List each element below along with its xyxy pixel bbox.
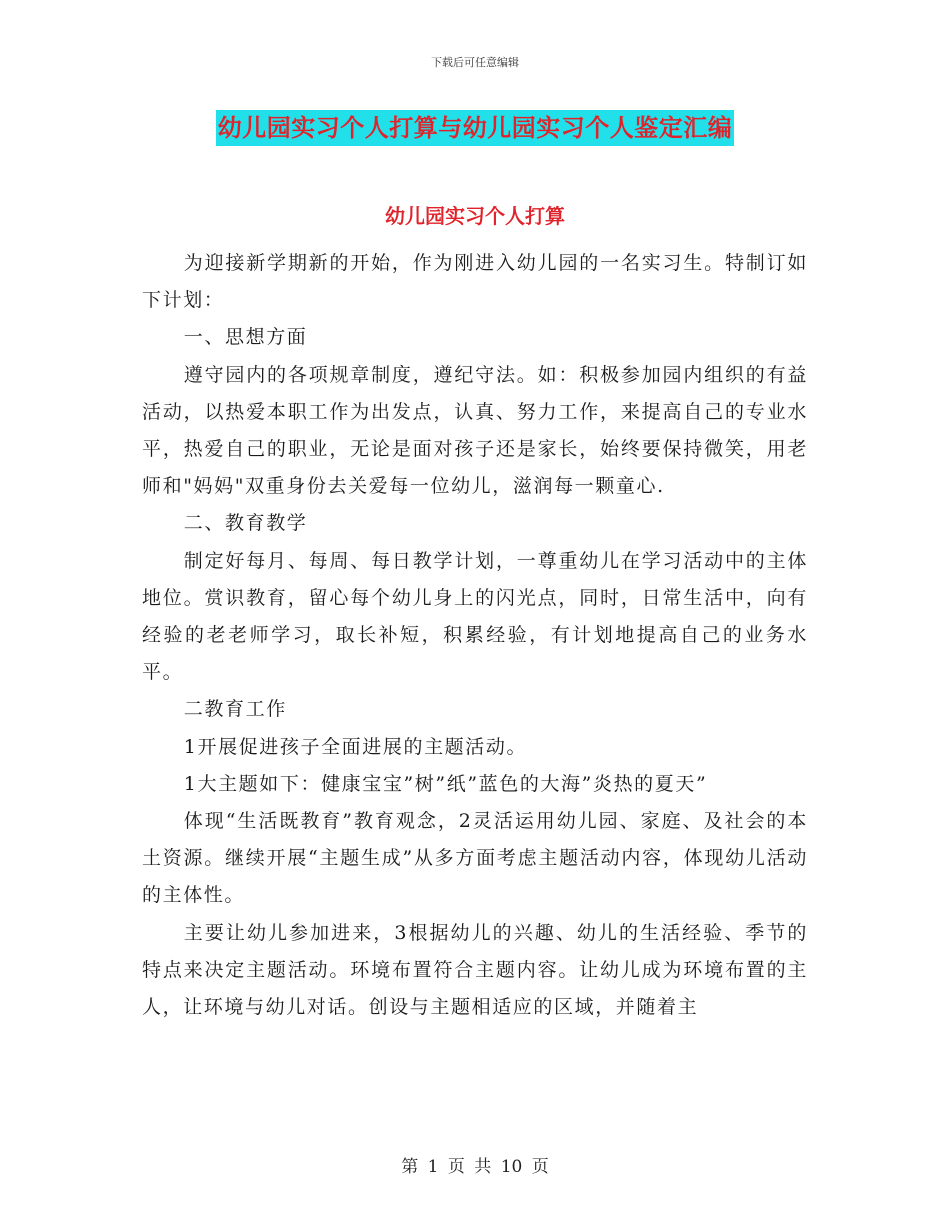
paragraph-theme-list: 1大主题如下：健康宝宝”树”纸”蓝色的大海”炎热的夏天”	[183, 772, 708, 795]
document-body	[142, 245, 808, 1026]
paragraph-theme-activity: 1开展促进孩子全面进展的主题活动。	[183, 735, 528, 758]
heading-thought: 一、思想方面	[183, 326, 308, 349]
heading-education-work: 二教育工作	[183, 698, 287, 721]
paragraph-thought: 遵守园内的各项规章制度，遵纪守法。如：积极参加园内组织的有益活动，以热爱本职工作为出发点，认真、努力工作，来提高自己的专业水平，热爱自己的职业，无论是面对孩子还是家长，始终要保持微笑，用老师和"妈妈"双重身份去关爱每一位幼儿，滋润每一颗童心.	[142, 363, 808, 498]
document-title-text: 幼儿园实习个人打算与幼儿园实习个人鉴定汇编	[216, 110, 735, 146]
section-title: 幼儿园实习个人打算	[385, 204, 565, 228]
paragraph-teaching: 制定好每月、每周、每日教学计划，一尊重幼儿在学习活动中的主体地位。赏识教育，留心每个幼儿身上的闪光点，同时，日常生活中，向有经验的老老师学习，取长补短，积累经验，有计划地提高自己的业务水平。	[142, 549, 808, 684]
paragraph-resources: 体现“生活既教育”教育观念，2灵活运用幼儿园、家庭、及社会的本土资源。继续开展“主题生成”从多方面考虑主题活动内容，体现幼儿活动的主体性。	[142, 810, 808, 907]
page-footer: 第 1 页 共 10 页	[401, 1157, 549, 1177]
heading-teaching: 二、教育教学	[183, 512, 308, 535]
paragraph-environment: 主要让幼儿参加进来，3根据幼儿的兴趣、幼儿的生活经验、季节的特点来决定主题活动。环境布置符合主题内容。让幼儿成为环境布置的主人，让环境与幼儿对话。创设与主题相适应的区域，并随着主	[142, 921, 808, 1019]
header-note: 下载后可任意编辑	[431, 56, 519, 69]
document-title	[0, 110, 950, 146]
paragraph-intro: 为迎接新学期新的开始，作为刚进入幼儿园的一名实习生。特制订如下计划：	[142, 252, 808, 312]
